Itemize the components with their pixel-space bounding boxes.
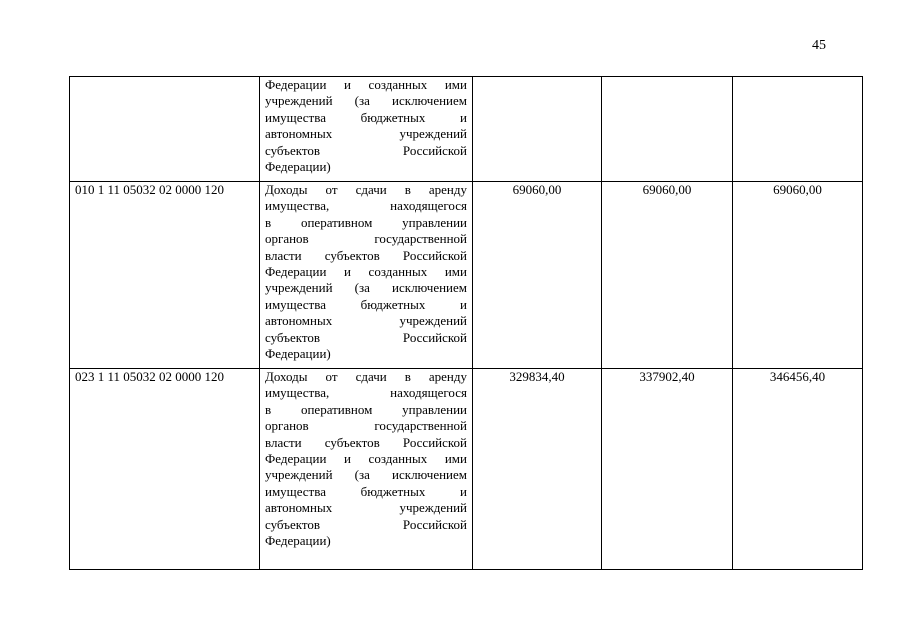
budget-code-cell: 010 1 11 05032 02 0000 120 bbox=[70, 182, 260, 369]
revenue-name-line: власти субъектов Российской bbox=[265, 434, 467, 450]
revenue-name-cell bbox=[260, 77, 473, 182]
revenue-name-line: Федерации) bbox=[265, 533, 331, 549]
revenue-name-line: Федерации и созданных ими bbox=[265, 77, 467, 92]
table-row bbox=[70, 369, 863, 570]
revenue-name-line: субъектов Российской bbox=[265, 516, 467, 532]
amount-cell-year-3: 69060,00 bbox=[733, 182, 863, 369]
revenue-name-line: учреждений (за исключением bbox=[265, 280, 467, 296]
revenue-name-line: субъектов Российской bbox=[265, 329, 467, 345]
amount-cell-year-2: 337902,40 bbox=[602, 369, 733, 570]
revenue-name-cell bbox=[260, 182, 473, 369]
table-body bbox=[70, 77, 863, 570]
budget-code-cell: 023 1 11 05032 02 0000 120 bbox=[70, 369, 260, 570]
amount-cell-year-2 bbox=[602, 77, 733, 182]
revenue-name-line: автономных учреждений bbox=[265, 500, 467, 516]
revenue-name-line: в оперативном управлении bbox=[265, 401, 467, 417]
revenue-name-line: субъектов Российской bbox=[265, 142, 467, 158]
revenue-name-line: имущества бюджетных и bbox=[265, 296, 467, 312]
revenue-name-line: автономных учреждений bbox=[265, 126, 467, 142]
revenue-name-line: органов государственной bbox=[265, 231, 467, 247]
budget-code-cell bbox=[70, 77, 260, 182]
revenue-name-line: Доходы от сдачи в аренду bbox=[265, 182, 467, 197]
amount-cell-year-2: 69060,00 bbox=[602, 182, 733, 369]
revenue-name-line: Федерации и созданных ими bbox=[265, 264, 467, 280]
amount-cell-year-3 bbox=[733, 77, 863, 182]
revenue-name-line: органов государственной bbox=[265, 418, 467, 434]
revenue-name-line: Доходы от сдачи в аренду bbox=[265, 369, 467, 384]
amount-cell-year-1: 329834,40 bbox=[473, 369, 602, 570]
revenue-name-line: имущества бюджетных и bbox=[265, 483, 467, 499]
revenue-name-line: в оперативном управлении bbox=[265, 214, 467, 230]
revenue-name-line: имущества, находящегося bbox=[265, 385, 467, 401]
amount-cell-year-1: 69060,00 bbox=[473, 182, 602, 369]
amount-cell-year-3: 346456,40 bbox=[733, 369, 863, 570]
revenue-name-line: Федерации и созданных ими bbox=[265, 451, 467, 467]
table-row bbox=[70, 77, 863, 182]
revenue-name-line: власти субъектов Российской bbox=[265, 247, 467, 263]
amount-cell-year-1 bbox=[473, 77, 602, 182]
revenue-name-line: автономных учреждений bbox=[265, 313, 467, 329]
revenue-name-line: имущества бюджетных и bbox=[265, 109, 467, 125]
budget-table bbox=[69, 76, 863, 570]
revenue-name-line: учреждений (за исключением bbox=[265, 467, 467, 483]
revenue-name-line: учреждений (за исключением bbox=[265, 93, 467, 109]
table-row bbox=[70, 182, 863, 369]
revenue-name-line: имущества, находящегося bbox=[265, 198, 467, 214]
revenue-name-line: Федерации) bbox=[265, 159, 331, 175]
revenue-name-cell bbox=[260, 369, 473, 570]
revenue-name-line: Федерации) bbox=[265, 346, 331, 362]
page-number: 45 bbox=[812, 38, 826, 53]
